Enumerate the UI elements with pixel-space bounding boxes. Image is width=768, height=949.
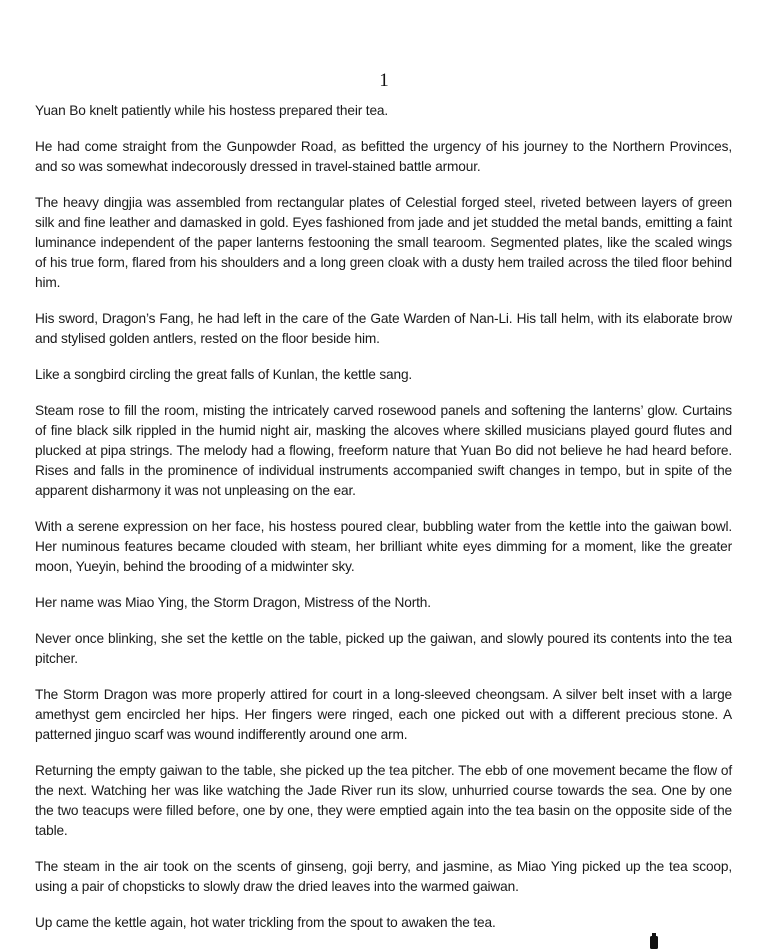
paragraph: Never once blinking, she set the kettle on the table, picked up the gaiwan, and slowly poured its contents into the tea pitcher. xyxy=(35,631,732,666)
paragraph: The Storm Dragon was more properly attired for court in a long-sleeved cheongsam. A silver belt inset with a large amethyst gem encircled her hips. Her fingers were ringed, each one picked out with a different precious stone. A patterned jinguo scarf was wound indifferently around one arm. xyxy=(35,687,732,742)
bookmark-marker-icon xyxy=(649,933,659,949)
paragraph: Her name was Miao Ying, the Storm Dragon, Mistress of the North. xyxy=(35,595,431,610)
paragraph: Yuan Bo knelt patiently while his hostess prepared their tea. xyxy=(35,103,389,118)
paragraph: Up came the kettle again, hot water trickling from the spout to awaken the tea. xyxy=(35,915,496,930)
paragraph: The steam in the air took on the scents of ginseng, goji berry, and jasmine, as Miao Ying picked up the tea scoop, using a pair of chopsticks to slowly draw the dried leaves into the warmed gaiwan. xyxy=(35,859,732,894)
paragraph: The heavy dingjia was assembled from rectangular plates of Celestial forged steel, riveted between layers of green silk and fine leather and damasked in gold. Eyes fashioned from jade and jet studded the metal bands, emitting a faint luminance independent of the paper lanterns festooning the small tearoom. Segmented plates, like the scaled wings of his true form, flared from his shoulders and a long green cloak with a dusty hem trailed across the tiled floor behind him. xyxy=(35,195,732,290)
paragraph: Returning the empty gaiwan to the table, she picked up the tea pitcher. The ebb of one movement became the flow of the next. Watching her was like watching the Jade River run its slow, unhurried course towards the sea. One by one the two teacups were filled before, one by one, they were emptied again into the tea basin on the opposite side of the table. xyxy=(35,763,732,838)
paragraph: Steam rose to fill the room, misting the intricately carved rosewood panels and softening the lanterns’ glow. Curtains of fine black silk rippled in the humid night air, masking the alcoves where skilled musicians played gourd flutes and plucked at pipa strings. The melody had a flowing, freeform nature that Yuan Bo did not believe he had heard before. Rises and falls in the prominence of individual instruments accompanied swift changes in tempo, but in spite of the apparent disharmony it was not unpleasing on the ear. xyxy=(35,403,732,498)
chapter-body xyxy=(35,101,732,949)
chapter-number: 1 xyxy=(379,70,389,91)
paragraph: He had come straight from the Gunpowder Road, as befitted the urgency of his journey to the Northern Provinces, and so was somewhat indecorously dressed in travel-stained battle armour. xyxy=(35,139,732,174)
paragraph: With a serene expression on her face, his hostess poured clear, bubbling water from the kettle into the gaiwan bowl. Her numinous features became clouded with steam, her brilliant white eyes dimming for a moment, like the greater moon, Yueyin, behind the brooding of a midwinter sky. xyxy=(35,519,732,574)
paragraph: Like a songbird circling the great falls of Kunlan, the kettle sang. xyxy=(35,367,413,382)
paragraph: His sword, Dragon’s Fang, he had left in the care of the Gate Warden of Nan-Li. His tall helm, with its elaborate brow and stylised golden antlers, rested on the floor beside him. xyxy=(35,311,732,346)
